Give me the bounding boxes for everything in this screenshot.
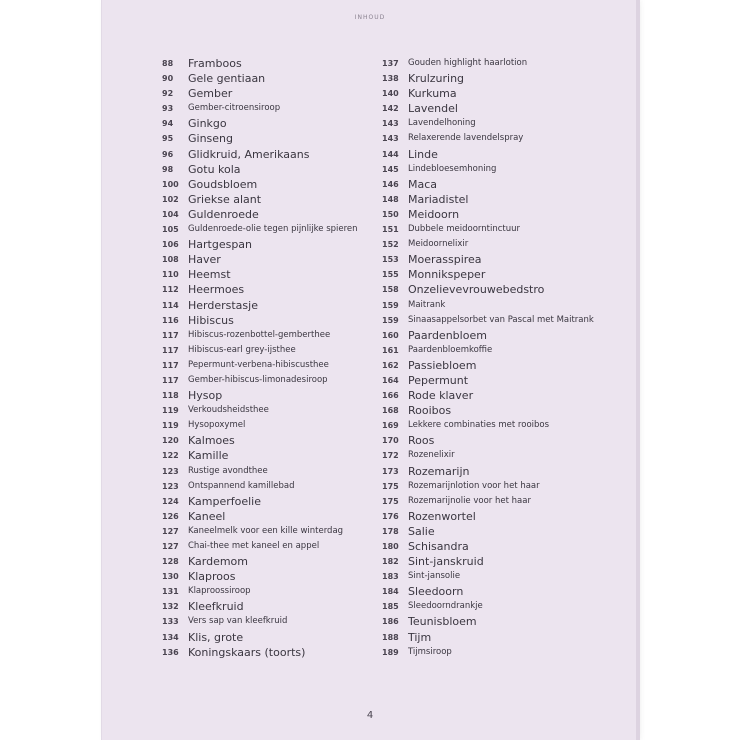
entry-page-number: 117 bbox=[162, 360, 179, 370]
index-entry bbox=[162, 343, 372, 358]
entry-title: Ginseng bbox=[188, 132, 234, 146]
entry-page-number: 162 bbox=[382, 360, 399, 370]
entry-page-number: 127 bbox=[162, 542, 179, 551]
entry-title: Kamille bbox=[188, 449, 229, 463]
entry-title: Pepermunt bbox=[408, 373, 469, 387]
entry-page-number: 188 bbox=[382, 632, 399, 642]
entry-title: Paardenbloem bbox=[408, 328, 487, 342]
index-entry bbox=[382, 448, 612, 463]
entry-title: Haver bbox=[188, 253, 221, 267]
entry-title: Pepermunt-verbena-hibiscusthee bbox=[188, 359, 329, 370]
entry-page-number: 143 bbox=[382, 134, 399, 144]
index-column-left bbox=[162, 56, 372, 660]
entry-page-number: 134 bbox=[162, 632, 179, 642]
index-entry bbox=[382, 569, 612, 584]
entry-title: Maitrank bbox=[408, 299, 446, 310]
entry-page-number: 130 bbox=[162, 572, 179, 582]
entry-page-number: 117 bbox=[162, 345, 179, 355]
entry-title: Mariadistel bbox=[408, 192, 469, 206]
entry-title: Tijmsiroop bbox=[408, 646, 452, 657]
entry-page-number: 124 bbox=[162, 496, 179, 506]
index-entry bbox=[162, 479, 372, 494]
index-entry bbox=[382, 403, 612, 418]
entry-page-number: 186 bbox=[382, 617, 399, 627]
entry-title: Lavendelhoning bbox=[408, 118, 476, 129]
index-entry bbox=[382, 147, 612, 162]
entry-page-number: 100 bbox=[162, 179, 179, 189]
index-entry bbox=[382, 373, 612, 388]
entry-title: Guldenroede-olie tegen pijnlijke spieren bbox=[188, 224, 358, 235]
index-entry bbox=[382, 630, 612, 645]
entry-title: Monnikspeper bbox=[408, 268, 486, 282]
entry-title: Lekkere combinaties met rooibos bbox=[408, 420, 550, 431]
entry-title: Heemst bbox=[188, 268, 231, 282]
entry-title: Griekse alant bbox=[188, 192, 262, 206]
index-entry bbox=[162, 388, 372, 403]
entry-title: Roos bbox=[408, 434, 435, 448]
index-entry bbox=[382, 56, 612, 71]
entry-page-number: 159 bbox=[382, 300, 399, 310]
entry-page-number: 123 bbox=[162, 481, 179, 491]
entry-page-number: 140 bbox=[382, 89, 399, 99]
index-entry bbox=[382, 358, 612, 373]
entry-title: Tijm bbox=[408, 630, 432, 644]
entry-title: Kardemom bbox=[188, 555, 249, 569]
entry-title: Gember-citroensiroop bbox=[188, 103, 281, 114]
entry-page-number: 126 bbox=[162, 511, 179, 521]
entry-title: Heermoes bbox=[188, 283, 245, 297]
entry-title: Klis, grote bbox=[188, 630, 244, 644]
index-entry bbox=[382, 282, 612, 297]
entry-page-number: 138 bbox=[382, 74, 399, 84]
entry-page-number: 110 bbox=[162, 270, 179, 280]
entry-page-number: 119 bbox=[162, 421, 179, 431]
entry-page-number: 102 bbox=[162, 194, 179, 204]
entry-page-number: 95 bbox=[162, 134, 174, 144]
entry-title: Linde bbox=[408, 147, 438, 161]
entry-title: Kurkuma bbox=[408, 87, 457, 101]
entry-page-number: 173 bbox=[382, 466, 399, 476]
entry-page-number: 96 bbox=[162, 149, 174, 159]
index-entry bbox=[162, 524, 372, 539]
entry-title: Paardenbloemkoffie bbox=[408, 344, 493, 355]
entry-page-number: 137 bbox=[382, 59, 399, 68]
index-entry bbox=[162, 267, 372, 282]
index-entry bbox=[382, 509, 612, 524]
page-edge bbox=[636, 0, 640, 740]
entry-page-number: 189 bbox=[382, 647, 399, 657]
index-entry bbox=[162, 509, 372, 524]
entry-page-number: 88 bbox=[162, 59, 174, 68]
index-entry bbox=[162, 101, 372, 116]
index-entry bbox=[382, 599, 612, 614]
entry-title: Klaproossiroop bbox=[188, 586, 251, 597]
entry-title: Klaproos bbox=[188, 570, 236, 584]
entry-page-number: 185 bbox=[382, 602, 399, 612]
index-entry bbox=[162, 539, 372, 554]
page-number: 4 bbox=[366, 710, 374, 721]
entry-page-number: 145 bbox=[382, 164, 399, 174]
entry-title: Ontspannend kamillebad bbox=[188, 480, 295, 491]
entry-page-number: 127 bbox=[162, 526, 179, 536]
entry-title: Rooibos bbox=[408, 404, 452, 418]
entry-page-number: 90 bbox=[162, 74, 174, 84]
index-entry bbox=[162, 222, 372, 237]
entry-title: Rozemarijn bbox=[408, 464, 470, 478]
index-entry bbox=[162, 56, 372, 71]
entry-page-number: 176 bbox=[382, 511, 399, 521]
index-entry bbox=[162, 131, 372, 146]
entry-title: Rustige avondthee bbox=[188, 465, 268, 476]
index-entry bbox=[382, 494, 612, 509]
entry-page-number: 143 bbox=[382, 119, 399, 129]
entry-page-number: 122 bbox=[162, 451, 179, 461]
index-entry bbox=[382, 645, 612, 660]
entry-page-number: 98 bbox=[162, 164, 174, 174]
index-entry bbox=[162, 192, 372, 207]
entry-title: Meidoornelixir bbox=[408, 239, 469, 250]
entry-title: Gember bbox=[188, 87, 233, 101]
entry-title: Lindebloesemhoning bbox=[408, 163, 497, 174]
entry-title: Hibiscus-earl grey-ijsthee bbox=[188, 344, 296, 355]
entry-title: Koningskaars (toorts) bbox=[188, 645, 306, 659]
index-entry bbox=[382, 207, 612, 222]
entry-title: Kamperfoelie bbox=[188, 494, 261, 508]
index-entry bbox=[162, 630, 372, 645]
entry-page-number: 117 bbox=[162, 375, 179, 385]
entry-title: Onzelievevrouwebedstro bbox=[408, 283, 545, 297]
entry-title: Relaxerende lavendelspray bbox=[408, 133, 524, 144]
index-entry bbox=[382, 614, 612, 629]
entry-page-number: 183 bbox=[382, 572, 399, 582]
entry-title: Schisandra bbox=[408, 540, 469, 553]
entry-title: Krulzuring bbox=[408, 72, 465, 86]
index-entry bbox=[382, 464, 612, 479]
entry-page-number: 120 bbox=[162, 436, 179, 446]
entry-page-number: 116 bbox=[162, 315, 179, 325]
entry-page-number: 136 bbox=[162, 647, 179, 657]
page-header: INHOUD bbox=[354, 14, 386, 21]
entry-title: Hibiscus-rozenbottel-gemberthee bbox=[188, 329, 331, 340]
index-entry bbox=[162, 554, 372, 569]
entry-page-number: 168 bbox=[382, 406, 399, 416]
entry-title: Glidkruid, Amerikaans bbox=[188, 147, 310, 161]
entry-title: Verkoudsheidsthee bbox=[188, 405, 269, 416]
entry-page-number: 158 bbox=[382, 285, 399, 295]
entry-title: Kalmoes bbox=[188, 434, 235, 448]
entry-title: Gele gentiaan bbox=[188, 72, 266, 86]
index-entry bbox=[162, 584, 372, 599]
index-entry bbox=[382, 237, 612, 252]
index-entry bbox=[382, 252, 612, 267]
entry-title: Goudsbloem bbox=[188, 177, 258, 191]
entry-page-number: 160 bbox=[382, 330, 399, 340]
entry-title: Hysopoxymel bbox=[188, 420, 246, 431]
entry-title: Rode klaver bbox=[408, 389, 474, 403]
index-entry bbox=[162, 433, 372, 448]
entry-page-number: 184 bbox=[382, 587, 399, 597]
entry-title: Framboos bbox=[188, 57, 242, 70]
entry-page-number: 175 bbox=[382, 496, 399, 506]
entry-title: Sinaasappelsorbet van Pascal met Maitrank bbox=[408, 314, 594, 325]
entry-title: Ginkgo bbox=[188, 117, 227, 131]
index-entry bbox=[162, 448, 372, 463]
index-entry bbox=[382, 539, 612, 554]
index-entry bbox=[162, 162, 372, 177]
entry-title: Sleedoorndrankje bbox=[408, 601, 483, 612]
index-entry bbox=[162, 298, 372, 313]
entry-title: Sint-janskruid bbox=[408, 555, 484, 569]
entry-page-number: 159 bbox=[382, 315, 399, 325]
index-entry bbox=[162, 645, 372, 660]
entry-title: Maca bbox=[408, 177, 438, 191]
entry-page-number: 180 bbox=[382, 542, 399, 551]
entry-page-number: 161 bbox=[382, 345, 399, 355]
entry-title: Salie bbox=[408, 524, 435, 538]
entry-page-number: 148 bbox=[382, 194, 399, 204]
entry-page-number: 169 bbox=[382, 421, 399, 431]
index-entry bbox=[162, 494, 372, 509]
entry-title: Passiebloem bbox=[408, 358, 477, 372]
entry-title: Sleedoorn bbox=[408, 585, 464, 599]
book-page bbox=[102, 0, 638, 740]
entry-page-number: 123 bbox=[162, 466, 179, 476]
entry-title: Herderstasje bbox=[188, 298, 258, 312]
entry-title: Gouden highlight haarlotion bbox=[408, 58, 528, 68]
index-entry bbox=[162, 328, 372, 343]
index-entry bbox=[162, 237, 372, 252]
index-entry bbox=[162, 599, 372, 614]
entry-page-number: 108 bbox=[162, 255, 179, 265]
entry-title: Hysop bbox=[188, 389, 223, 403]
index-entry bbox=[162, 116, 372, 131]
entry-page-number: 93 bbox=[162, 104, 174, 114]
entry-title: Kaneelmelk voor een kille winterdag bbox=[188, 525, 344, 536]
index-entry bbox=[382, 418, 612, 433]
index-entry bbox=[162, 373, 372, 388]
index-entry bbox=[382, 554, 612, 569]
index-entry bbox=[382, 433, 612, 448]
index-entry bbox=[162, 614, 372, 629]
entry-title: Kleefkruid bbox=[188, 600, 244, 614]
index-entry bbox=[382, 131, 612, 146]
entry-title: Kaneel bbox=[188, 509, 226, 523]
entry-title: Moerasspirea bbox=[408, 253, 482, 267]
entry-page-number: 182 bbox=[382, 557, 399, 567]
entry-page-number: 153 bbox=[382, 255, 399, 265]
index-entry bbox=[162, 313, 372, 328]
index-entry bbox=[162, 252, 372, 267]
entry-page-number: 133 bbox=[162, 617, 179, 627]
index-entry bbox=[162, 418, 372, 433]
entry-page-number: 152 bbox=[382, 240, 399, 250]
index-entry bbox=[382, 343, 612, 358]
index-entry bbox=[162, 71, 372, 86]
index-entry bbox=[382, 524, 612, 539]
entry-page-number: 118 bbox=[162, 391, 179, 401]
entry-title: Vers sap van kleefkruid bbox=[188, 616, 288, 627]
entry-title: Chai-thee met kaneel en appel bbox=[188, 541, 320, 551]
entry-title: Teunisbloem bbox=[408, 615, 477, 629]
index-entry bbox=[162, 86, 372, 101]
index-entry bbox=[382, 584, 612, 599]
entry-title: Gember-hibiscus-limonadesiroop bbox=[188, 374, 328, 385]
entry-page-number: 172 bbox=[382, 451, 399, 461]
index-entry bbox=[382, 388, 612, 403]
entry-title: Sint-jansolie bbox=[408, 571, 461, 582]
index-entry bbox=[162, 282, 372, 297]
index-entry bbox=[382, 267, 612, 282]
index-entry bbox=[162, 358, 372, 373]
index-entry bbox=[162, 403, 372, 418]
entry-page-number: 178 bbox=[382, 526, 399, 536]
entry-page-number: 170 bbox=[382, 436, 399, 446]
entry-page-number: 119 bbox=[162, 406, 179, 416]
index-entry bbox=[382, 222, 612, 237]
entry-page-number: 131 bbox=[162, 587, 179, 597]
entry-page-number: 150 bbox=[382, 209, 399, 219]
entry-page-number: 164 bbox=[382, 375, 399, 385]
index-column-right bbox=[382, 56, 612, 660]
entry-title: Dubbele meidoorntinctuur bbox=[408, 224, 521, 235]
index-entry bbox=[162, 207, 372, 222]
index-entry bbox=[382, 177, 612, 192]
index-entry bbox=[162, 177, 372, 192]
entry-title: Rozemarijnolie voor het haar bbox=[408, 495, 531, 506]
entry-title: Guldenroede bbox=[188, 207, 259, 221]
entry-page-number: 94 bbox=[162, 119, 174, 129]
entry-page-number: 146 bbox=[382, 179, 399, 189]
entry-page-number: 112 bbox=[162, 285, 179, 295]
index-entry bbox=[382, 298, 612, 313]
entry-title: Hibiscus bbox=[188, 313, 234, 327]
entry-page-number: 106 bbox=[162, 240, 179, 250]
entry-page-number: 128 bbox=[162, 557, 179, 567]
index-entry bbox=[382, 86, 612, 101]
entry-title: Meidoorn bbox=[408, 207, 460, 221]
entry-title: Lavendel bbox=[408, 102, 458, 116]
entry-page-number: 114 bbox=[162, 300, 179, 310]
index-entry bbox=[382, 162, 612, 177]
entry-title: Rozenelixir bbox=[408, 450, 455, 461]
index-entry bbox=[162, 464, 372, 479]
entry-title: Rozemarijnlotion voor het haar bbox=[408, 480, 540, 491]
index-entry bbox=[382, 313, 612, 328]
index-entry bbox=[382, 328, 612, 343]
index-entry bbox=[382, 116, 612, 131]
entry-page-number: 104 bbox=[162, 209, 179, 219]
entry-page-number: 155 bbox=[382, 270, 399, 280]
entry-page-number: 175 bbox=[382, 481, 399, 491]
index-entry bbox=[162, 147, 372, 162]
entry-title: Rozenwortel bbox=[408, 509, 476, 523]
entry-page-number: 117 bbox=[162, 330, 179, 340]
index-entry bbox=[382, 71, 612, 86]
entry-page-number: 166 bbox=[382, 391, 399, 401]
entry-page-number: 151 bbox=[382, 225, 399, 235]
entry-page-number: 144 bbox=[382, 149, 399, 159]
entry-title: Gotu kola bbox=[188, 162, 241, 176]
entry-page-number: 92 bbox=[162, 89, 174, 99]
entry-page-number: 142 bbox=[382, 104, 399, 114]
index-entry bbox=[382, 101, 612, 116]
index-entry bbox=[382, 479, 612, 494]
entry-page-number: 132 bbox=[162, 602, 179, 612]
index-entry bbox=[382, 192, 612, 207]
entry-title: Hartgespan bbox=[188, 238, 253, 252]
index-entry bbox=[162, 569, 372, 584]
entry-page-number: 105 bbox=[162, 225, 179, 235]
